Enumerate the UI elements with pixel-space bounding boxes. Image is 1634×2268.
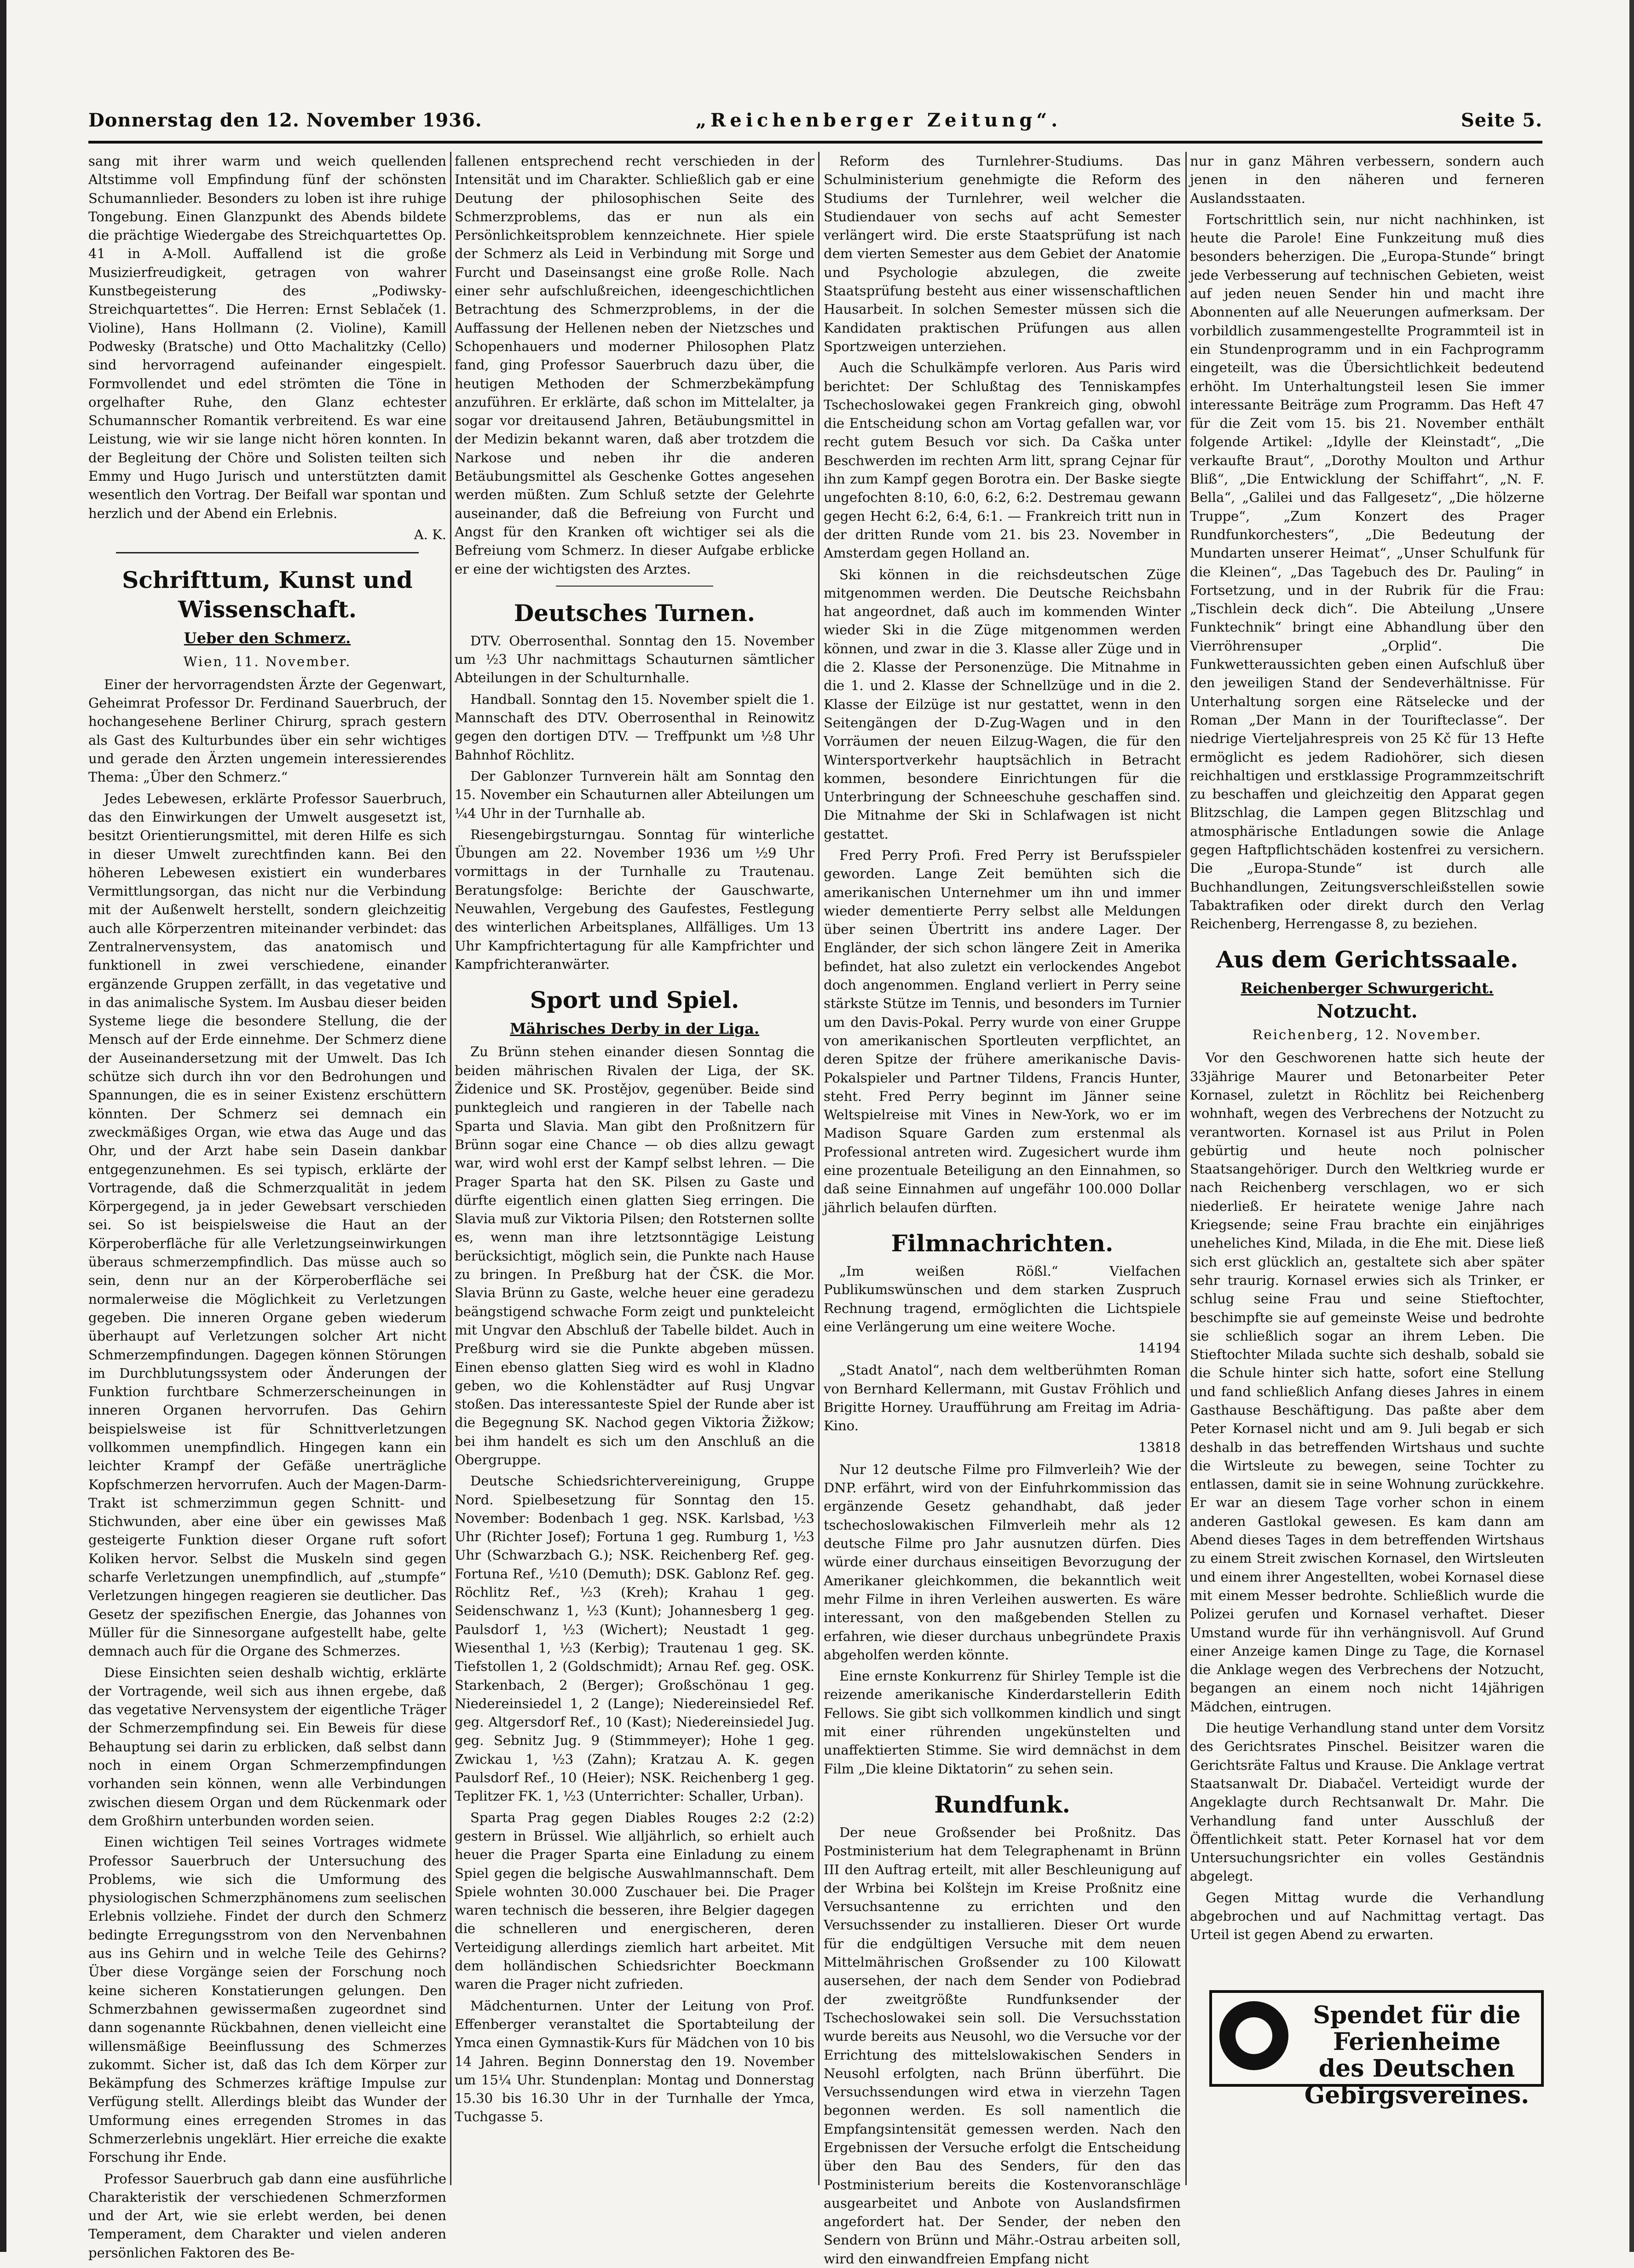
notice-paragraph: Ski können in die reichsdeutschen Züge mitgenommen werden. Die Deutsche Reichsbahn hat angeordnet, daß auch im kommenden Winter wieder Ski in die Züge mitgenommen werden können, und zwar in die 3. Klasse aller Züge und in die 2. Klasse der Personenzüge. Die Mitnahme in die 1. und 2. Klasse der Schnellzüge und in die 2. Klasse der Eilzüge ist nur gestattet, wenn in den Seitengängen der D-Zug-Wagen und in den Vorräumen der neuen Eilzug-Wagen, die für den Wintersportverkehr hauptsächlich in Betracht kommen, besondere Einrichtungen für die Unterbringung der Schneeschuhe geschaffen sind. Die Mitnahme der Ski in Schlafwagen ist nicht gestattet.: [824, 566, 1181, 842]
dateline-wien: Wien, 11. November.: [183, 653, 352, 669]
notice-paragraph: „Stadt Anatol“, nach dem weltberühmten Roman von Bernhard Kellermann, mit Gustav Fröhlich und Brigitte Horney. Uraufführung am Freitag im Adria-Kino.: [824, 1362, 1181, 1434]
article-paragraph: nur in ganz Mähren verbessern, sondern auch jenen in den näheren und ferneren Auslandsstaaten.: [1190, 153, 1544, 206]
article-paragraph: Die heutige Verhandlung stand unter dem Vorsitz des Gerichtsrates Pinschel. Beisitzer waren die Gerichtsräte Faltus und Krause. Die Anklage vertrat Staatsanwalt Dr. Diabačel. Verteidigt wurde der Angeklagte durch Rechtsanwalt Dr. Mahr. Die Verhandlung fand unter Ausschluß der Öffentlichkeit statt. Peter Kornasel hat vor dem Untersuchungsrichter ein volles Geständnis abgelegt.: [1190, 1720, 1544, 1884]
page-header: [88, 109, 1542, 137]
notice-paragraph: Reform des Turnlehrer-Studiums. Das Schulministerium genehmigte die Reform des Studiums der Turnlehrer, weil welcher die Studiendauer von sechs auf acht Semester verlängert wird. Die erste Staatsprüfung ist nach dem vierten Semester aus dem Gebiet der Anatomie und Psychologie abzulegen, die zweite Staatsprüfung besteht aus einer wissenschaftlichen Hausarbeit. In solchen Semester müssen sich die Kandidaten praktischen Prüfungen aus allen Sportzweigen unterziehen.: [824, 153, 1181, 354]
column-4: [1190, 152, 1544, 1974]
article-paragraph: fallenen entsprechend recht verschieden in der Intensität und im Charakter. Schließlich gab er eine Deutung der philosophischen Seite des Schmerzproblems, das er nun als ein Persönlichkeitsproblem kennzeichnete. Hier spiele der Schmerz als Leid in Verbindung mit Sorge und Furcht und Daseinsangst eine große Rolle. Nach einer sehr aufschlußreichen, ideengeschichtlichen Betrachtung des Schmerzproblems, in der die Auffassung der Hellenen neben der Nietzsches und Schopenhauers und moderner Philosophen Platz fand, ging Professor Sauerbruch dazu über, die heutigen Methoden der Schmerzbekämpfung anzuführen. Er erklärte, daß schon im Mittelalter, ja sogar vor dreitausend Jahren, Betäubungsmittel in der Medizin bekannt waren, daß aber trotzdem die Narkose und neben ihr die anderen Betäubungsmittel als Geschenke Gottes angesehen werden müßten. Zum Schluß setzte der Gelehrte auseinander, daß die Befreiung von Furcht und Angst für den Kranken oft wichtiger sei als die Befreiung vom Schmerz. In dieser Aufgabe erblicke er eine der wichtigsten des Arztes.: [455, 153, 814, 577]
header-masthead: „Reichenberger Zeitung“.: [696, 109, 1062, 131]
article-title-derby: Mährisches Derby in der Liga.: [510, 1020, 759, 1038]
concert-review-signature: A. K.: [414, 526, 446, 542]
notice-number: 14194: [1138, 1340, 1181, 1356]
notice-paragraph: Auch die Schulkämpfe verloren. Aus Paris wird berichtet: Der Schlußtag des Tenniskampfes Tschechoslowakei gegen Frankreich ging, obwohl die Entscheidung schon am Vortag gefallen war, vor recht gutem Besuch vor sich. Da Caška unter Beschwerden im rechten Arm litt, sprang Cejnar für ihn zum Kampf gegen Borotra ein. Der Baske siegte ungefochten 8:10, 6:0, 6:2, 6:2. Destremau gewann gegen Hecht 6:2, 6:4, 6:1. — Frankreich tritt nun in der dritten Runde vom 21. bis 23. November in Amsterdam gegen Holland an.: [824, 360, 1181, 561]
notice-paragraph: Sparta Prag gegen Diables Rouges 2:2 (2:2) gestern in Brüssel. Wie alljährlich, so erhielt auch heuer die Prager Sparta eine Einladung zu einem Spiel gegen die belgische Auswahlmannschaft. Dem Spiele wohnten 30.000 Zuschauer bei. Die Prager waren technisch die besseren, ihre Belgier dagegen die schnelleren und energischeren, deren Verteidigung allerdings ziemlich hart arbeitet. Mit dem holländischen Schiedsrichter Boeckmann waren die Prager nicht zufrieden.: [455, 1809, 814, 1992]
notice-paragraph: „Im weißen Rößl.“ Vielfachen Publikumswünschen und dem starken Zuspruch Rechnung tragend, ermöglichten die Lichtspiele eine Verlängerung um eine weitere Woche.: [824, 1263, 1181, 1335]
scan-border-right: [1629, 0, 1634, 2252]
column-rule-1: [450, 152, 451, 2185]
divider: [116, 552, 419, 553]
column-rule-3: [1185, 152, 1187, 2185]
article-paragraph: Vor den Geschworenen hatte sich heute der 33jährige Maurer und Betonarbeiter Peter Kornasel, zuletzt in Röchlitz bei Reichenberg wohnhaft, wegen des Verbrechens der Notzucht zu verantworten. Kornasel ist aus Prilut in Polen gebürtig und heute noch polnischer Staatsangehöriger. Durch den Weltkrieg wurde er nach Reichenberg verschlagen, wo er sich niederließ. Er heiratete wenige Jahre nach Kriegsende; seine Frau brachte ein einjähriges uneheliches Kind, Milada, in die Ehe mit. Diese ließ sich erst glücklich an, gestaltete sich aber später sehr traurig. Kornasel erwies sich als Trinker, er schlug seine Frau und seine Stieftochter, beschimpfte sie auf gemeinste Weise und bedrohte sie schließlich sogar an ihrem Leben. Die Stieftochter Milada suchte sich deshalb, sobald sie die Schule hinter sich hatte, sofort eine Stellung und fand schließlich Anfang dieses Jahres in einem Gasthause Beschäftigung. Das paßte aber dem Peter Kornasel nicht und am 9. Juli begab er sich deshalb in das betreffenden Wirtshaus und suchte die Wirtsleute zu bewegen, seine Tochter zu entlassen, damit sie in seine Wohnung zurückkehre. Er war an diesem Tage vorher schon in einem anderen Gastlokal gewesen. Es kam dann am Abend dieses Tages in dem betreffenden Wirtshaus zu einem Streit zwischen Kornasel, den Wirtsleuten und einem ihrer Angestellten, wobei Kornasel diese mit einem Messer bedrohte. Schließlich wurde die Polizei gerufen und Kornasel verhaftet. Dieser Umstand wurde für ihn verhängnisvoll. Auf Grund einer Anzeige kamen Dinge zu Tage, die Kornasel die Anklage wegen des Verbrechens der Notzucht, begangen an einem noch nicht 14jährigen Mädchen, eintrugen.: [1190, 1050, 1544, 1715]
section-title-sport: Sport und Spiel.: [530, 986, 739, 1014]
header-page-number: Seite 5.: [1461, 109, 1542, 131]
dateline-reichenberg: Reichenberg, 12. November.: [1252, 1027, 1482, 1043]
section-title-schrifttum: Schrifttum, Kunst und Wissenschaft.: [122, 566, 413, 623]
header-rule: [88, 141, 1542, 144]
notice-number: 13818: [1138, 1439, 1181, 1455]
notice-paragraph: Der neue Großsender bei Proßnitz. Das Postministerium hat dem Telegraphenamt in Brünn III den Auftrag erteilt, mit aller Beschleunigung auf der Wrbina bei Kolštejn im Kreise Proßnitz eine Versuchsantenne zu errichten und den Versuchssender zu installieren. Dieser Ort wurde für die endgültigen Versuche mit dem neuen Mittelmährischen Großsender zu 100 Kilowatt ausersehen, der nach dem Sender von Podiebrad der zweitgrößte Rundfunksender der Tschechoslowakei sein soll. Die Versuchsstation wurde bereits aus Neusohl, wo die Versuche vor der Errichtung des mittelslowakischen Senders in Neusohl erfolgten, nach Brünn überführt. Die Versuchssendungen wird etwa in vierzehn Tagen begonnen werden. Es soll namentlich die Empfangsintensität gemessen werden. Nach den Ergebnissen der Versuche erfolgt die Entscheidung über den Bau des Senders, für den das Postministerium bereits die Kostenvoranschläge ausgearbeitet und Anbote von Auslandsfirmen angefordert hat. Der Sender, der neben den Sendern von Brünn und Mähr.-Ostrau arbeiten soll, wird den einwandfreien Empfang nicht: [824, 1824, 1181, 2267]
association-emblem-icon: [1219, 2001, 1288, 2070]
column-3: [824, 152, 1181, 2267]
notice-paragraph: Fred Perry Profi. Fred Perry ist Berufsspieler geworden. Lange Zeit bemühten sich die amerikanischen Unternehmer um ihn und immer wieder dementierte Perry selbst alle Meldungen über seinen Übertritt ins andere Lager. Der Engländer, der sich schon längere Zeit in Amerika befindet, hat also zuletzt ein verlockendes Angebot doch angenommen. England verliert in Perry seine stärkste Stütze im Tennis, und besonders im Turnier um den Davis-Pokal. Perry wurde von einer Gruppe von amerikanischen Sportleuten verpflichtet, an deren Spitze der frühere amerikanische Davis-Pokalspieler und Partner Tildens, Francis Hunter, steht. Fred Perry beginnt im Jänner seine Weltspielreise mit Vines in New-York, wo er im Madison Square Garden zum erstenmal als Professional antreten wird. Zugesichert wurde ihm eine prozentuale Beteiligung an den Einnahmen, so daß seine Einnahmen auf ungefähr 100.000 Dollar jährlich belaufen dürften.: [824, 847, 1181, 1215]
article-paragraph: Professor Sauerbruch gab dann eine ausführliche Charakteristik der verschiedenen Schmerzformen und der Art, wie sie erlebt werden, bei denen Temperament, dem Charakter und vielen anderen persönlichen Faktoren des Be-: [88, 2170, 446, 2261]
notice-paragraph: Deutsche Schiedsrichtervereinigung, Gruppe Nord. Spielbesetzung für Sonntag den 15. November: Bodenbach 1 geg. NSK. Karlsbad, ½3 Uhr (Richter Josef); Fortuna 1 geg. Rumburg 1, ½3 Uhr (Schwarzbach G.); NSK. Reichenberg Ref. geg. Fortuna Ref., ½10 (Demuth); DSK. Gablonz Ref. geg. Röchlitz Ref., ½3 (Kreh); Krahau 1 geg. Seidenschwanz 1, ½3 (Kunt); Johannesberg 1 geg. Paulsdorf 1, ½3 (Wichert); Neustadt 1 geg. Wiesenthal 1, ½3 (Kerbig); Trautenau 1 geg. SK. Tiefstollen 1, 2 (Goldschmidt); Arnau Ref. geg. OSK. Starkenbach, 2 (Berger); Großschönau 1 geg. Niedereinsiedel 1, 2 (Lange); Niedereinsiedel Ref. geg. Altgersdorf Ref., 10 (Kast); Niedereinsiedel Jug. geg. Sebnitz Jug. 9 (Stimmmeyer); Hohe 1 geg. Zwickau 1, ½3 (Zahn); Kratzau A. K. gegen Paulsdorf Ref., 10 (Heier); NSK. Reichenberg 1 geg. Teplitzer FK. 1, ½3 (Unterrichter: Schaller, Urban).: [455, 1473, 814, 1804]
notice-paragraph: Nur 12 deutsche Filme pro Filmverleih? Wie der DNP. erfährt, wird von der Einfuhrkommission das ergänzende Gesetz gehandhabt, daß jeder tschechoslowakischen Filmverleih mehr als 12 deutsche Filme pro Jahr ausnutzen dürfen. Dies würde einer durchaus einseitigen Bevorzugung der Amerikaner gleichkommen, die bekanntlich weit mehr Filme in ihren Verleihen auswerten. Es wäre interessant, von den maßgebenden Stellen zu erfahren, wie dieser durchaus unbegründete Praxis abgeholfen werden könnte.: [824, 1461, 1181, 1663]
article-paragraph: Einer der hervorragendsten Ärzte der Gegenwart, Geheimrat Professor Dr. Ferdinand Sauerbruch, der hochangesehene Berliner Chirurg, sprach gestern als Gast des Kulturbundes über ein sehr wichtiges und gerade den Ärzten ungemein interessierendes Thema: „Über den Schmerz.“: [88, 676, 446, 785]
section-title-rundfunk: Rundfunk.: [934, 1790, 1070, 1818]
article-paragraph: Gegen Mittag wurde die Verhandlung abgebrochen und auf Nachmittag vertagt. Das Urteil ist gegen Abend zu erwarten.: [1190, 1889, 1544, 1943]
column-rule-2: [818, 152, 820, 2185]
article-paragraph: Diese Einsichten seien deshalb wichtig, erklärte der Vortragende, weil sich aus ihnen ergebe, daß das vegetative Nervensystem der eigentliche Träger der Schmerzempfindung sei. Ein Beweis für diese Behauptung sei darin zu erblicken, daß selbst dann noch in einem Organ Schmerzempfindungen vorhanden sein können, wenn alle Verbindungen zwischen diesem Organ und dem Rückenmark oder dem Großhirn unterbunden worden seien.: [88, 1664, 446, 1829]
notice-paragraph: Der Gablonzer Turnverein hält am Sonntag den 15. November ein Schauturnen aller Abteilungen um ¼4 Uhr in der Turnhalle ab.: [455, 768, 814, 821]
divider: [556, 586, 713, 587]
notice-paragraph: Mädchenturnen. Unter der Leitung von Prof. Effenberger veranstaltet die Sportabteilung der Ymca einen Gymnastik-Kurs für Mädchen von 10 bis 14 Jahren. Beginn Donnerstag den 19. November um 15¼ Uhr. Stundenplan: Montag und Donnerstag 15.30 bis 16.30 Uhr in der Turnhalle der Ymca, Tuchgasse 5.: [455, 1997, 814, 2125]
concert-review-text: sang mit ihrer warm und weich quellenden Altstimme voll Empfindung fünf der schönsten Schumannlieder. Besonders zu loben ist ihre ruhige Tongebung. Einen Glanzpunkt des Abends bildete die prächtige Wiedergabe des Streichquartettes Op. 41 in A-Moll. Auffallend ist die große Musizierfreudigkeit, getragen von wahrer Kunstbegeisterung des „Podiwsky-Streichquartettes“. Die Herren: Ernst Seblaček (1. Violine), Hans Hollmann (2. Violine), Kamill Podwesky (Bratsche) und Otto Machalitzky (Cello) sind hervorragend aufeinander eingespielt. Formvollendet und edel strömten die Töne in orgelhafter Ruhe, den Glanz echtester Schumannscher Romantik verbreitend. Es war eine Leistung, wie wir sie lange nicht hören konnten. In der Begleitung der Chöre und Solisten teilten sich Emmy und Hugo Jurisch und unterstützten damit wesentlich den Vortrag. Der Beifall war spontan und herzlich und der Abend ein Erlebnis.: [88, 153, 446, 521]
advertisement-box: [1209, 1990, 1544, 2109]
section-title-gericht: Aus dem Gerichtssaale.: [1216, 946, 1519, 973]
article-paragraph: Einen wichtigen Teil seines Vortrages widmete Professor Sauerbruch der Untersuchung des Problems, wie sich die Umformung des physiologischen Schmerzphänomens zum seelischen Erlebnis vollziehe. Findet der durch den Schmerz bedingte Erregungsstrom von den Nervenbahnen aus ins Gehirn und in welche Teile des Gehirns? Über diese Vorgänge seien der Forschung noch keine sicheren Konstatierungen gelungen. Den Schmerzbahnen gewissermaßen zugeordnet sind dann sogenannte Rückbahnen, denen vielleicht eine willensmäßige Beeinflussung des Schmerzes zukommt. Sicher ist, daß das Ich dem Körper zur Bekämpfung des Schmerzes kräftige Impulse zur Verfügung stellt. Allerdings bleibt das Wunder der Umformung eines erregenden Stromes in das Schmerzerlebnis ungeklärt. Hier erreiche die exakte Forschung ihr Ende.: [88, 1834, 446, 2165]
article-paragraph: Fortschrittlich sein, nur nicht nachhinken, ist heute die Parole! Eine Funkzeitung muß dies besonders beherzigen. Die „Europa-Stunde“ bringt jede Verbesserung auf technischen Gebieten, weist auf jeden neuen Sender hin und macht ihre Abonnenten auf alle Neuerungen aufmerksam. Der vorbildlich zusammengestellte Programmteil ist in ein Stundenprogramm und in ein Fachprogramm eingeteilt, was die Übersichtlichkeit bedeutend erhöht. Im Unterhaltungsteil lesen Sie immer interessante Beiträge zum Programm. Das Heft 47 für die Zeit vom 15. bis 21. November enthält folgende Artikel: „Idylle der Kleinstadt“, „Die verkaufte Braut“, „Dorothy Moulton und Arthur Bliß“, „Die Entwicklung der Schiffahrt“, „N. F. Bella“, „Galilei und das Fallgesetz“, „Die hölzerne Truppe“, „Zum Konzert des Prager Rundfunkorchesters“, „Die Bedeutung der Mundarten unserer Heimat“, „Unser Schulfunk für die Kleinen“, „Das Tagebuch des Dr. Pauling“ in Fortsetzung, und in der Rubrik für die Frau: „Tischlein deck dich“. Die Abteilung „Unsere Funktechnik“ bringt eine Abhandlung über den Vierröhrensuper „Orplid“. Die Funkwetteraussichten geben einen Aufschluß über den jeweiligen Stand der Sendeverhältnisse. Für Unterhaltung sorgen eine Rätselecke und der Roman „Der Mann in der Tourifteclasse“. Der niedrige Vierteljahrespreis von 25 Kč für 13 Hefte ermöglicht es jedem Radiohörer, sich diesen reichhaltigen und erstklassige Programmzeitschrift zu beschaffen und gleichzeitig den Apparat gegen Blitzschlag, die Lampen gegen Blitzschlag und atmosphärische Entladungen sowie die Anlage gegen Haftpflichtschäden kostenfrei zu versichern. Die „Europa-Stunde“ ist durch alle Buchhandlungen, Zeitungsverschleißstellen sowie Tabaktrafiken oder direkt durch den Verlag Reichenberg, Herrengasse 8, zu beziehen.: [1190, 211, 1544, 932]
ad-line: Gebirgsvereines.: [1304, 2081, 1530, 2109]
notice-paragraph: Handball. Sonntag den 15. November spielt die 1. Mannschaft des DTV. Oberrosenthal in Reinowitz gegen den dortigen DTV. — Treffpunkt um ½8 Uhr Bahnhof Röchlitz.: [455, 691, 814, 763]
article-paragraph: Zu Brünn stehen einander diesen Sonntag die beiden mährischen Rivalen der Liga, der SK. Židenice und SK. Prostějov, gegenüber. Beide sind punktegleich und rangieren in der Tabelle nach Sparta und Slavia. Man gibt den Proßnitzern für Brünn sogar eine Chance — ob dies allzu gewagt war, wird wohl erst der Kampf selbst lehren. — Die Prager Sparta hat den SK. Pilsen zu Gaste und dürfte eigentlich einen glatten Sieg erringen. Die Slavia muß zur Viktoria Pilsen; den Rotsternen sollte es, wenn man ihre letztsonntägige Leistung berücksichtigt, möglich sein, die Punkte nach Hause zu bringen. In Preßburg hat der ČSK. die Mor. Slavia Brünn zu Gaste, welche heuer eine geradezu beängstigend schwache Form zeigt und punkteleicht mit Ungvar den Abschluß der Tabelle bildet. Auch in Preßburg wird sie die Punkte abgeben müssen. Einen ebenso glatten Sieg wird es wohl in Kladno geben, wo die Kohlenstädter auf Rusj Ungvar stoßen. Das interessanteste Spiel der Runde aber ist die Begegnung SK. Nachod gegen Viktoria Žižkow; bei ihm handelt es sich um den Anschluß an die Obergruppe.: [455, 1044, 814, 1468]
column-2: [455, 152, 814, 2185]
notice-paragraph: DTV. Oberrosenthal. Sonntag den 15. November um ½3 Uhr nachmittags Schauturnen sämtlicher Abteilungen in der Schulturnhalle.: [455, 633, 814, 686]
section-title-film: Filmnachrichten.: [891, 1229, 1114, 1257]
notice-paragraph: Riesengebirgsturngau. Sonntag für winterliche Übungen am 22. November 1936 um ½9 Uhr vormittags in der Turnhalle zu Trautenau. Beratungsfolge: Berichte der Gauschwarte, Neuwahlen, Vergebung des Gaufestes, Festlegung des winterlichen Arbeitsplanes, Allfälliges. Um 13 Uhr Kampfrichtertagung für alle Kampfrichter und Kampfrichteranwärter.: [455, 826, 814, 972]
advertisement-text: [1299, 2002, 1534, 2109]
ad-line: Ferienheime: [1333, 2028, 1501, 2056]
article-title-schmerz: Ueber den Schmerz.: [184, 629, 351, 647]
ad-line: des Deutschen: [1318, 2055, 1515, 2083]
subsection-title-schwurgericht: Reichenberger Schwurgericht.: [1241, 979, 1494, 997]
notice-paragraph: Eine ernste Konkurrenz für Shirley Temple ist die reizende amerikanische Kinderdarstellerin Edith Fellows. Sie gibt sich vollkommen kindlich und singt mit einer rührenden ungekünstelten und unaffektierten Stimme. Sie wird demnächst in dem Film „Die kleine Diktatorin“ zu sehen sein.: [824, 1668, 1181, 1777]
column-1: [88, 152, 446, 2261]
scan-border-left: [0, 0, 6, 2252]
article-title-notzucht: Notzucht.: [1316, 1000, 1418, 1022]
ad-line: Spendet für die: [1313, 2001, 1521, 2029]
section-title-turnen: Deutsches Turnen.: [514, 599, 756, 627]
article-paragraph: Jedes Lebewesen, erklärte Professor Sauerbruch, das den Einwirkungen der Umwelt ausgesetzt ist, besitzt Orientierungsmittel, mit deren Hilfe es sich in dieser Umwelt zurechtfinden kann. Bei den höheren Lebewesen existiert ein wunderbares Vermittlungsorgan, das nicht nur die Verbindung mit der Außenwelt herstellt, sondern gleichzeitig auch alle Körperzentren miteinander verbindet: das Zentralnervensystem, das anatomisch und funktionell in zwei verschiedene, einander ergänzende Gruppen zerfällt, in das vegetative und in das animalische System. Im Ausbau dieser beiden Systeme liege die besondere Stellung, die der Mensch auf der Erde einnehme. Der Schmerz diene der Auseinandersetzung mit der Umwelt. Das Ich schütze sich durch ihn vor den Bedrohungen und Spannungen, die es in seiner Existenz erschüttern könnten. Der Schmerz sei demnach ein zweckmäßiges Organ, wie etwa das Auge und das Ohr, und der Arzt habe sein Dasein dankbar entgegenzunehmen. Es sei typisch, erklärte der Vortragende, daß die Schmerzqualität in jedem Körpergegend, ja in jeder Gewebsart verschieden sei. So ist beispielsweise die Haut an der Körperoberfläche für alle Verletzungseinwirkungen überaus schmerzempfindlich. Das müsse auch so sein, denn nur an der Körperoberfläche sei normalerweise die Möglichkeit zu Verletzungen gegeben. Die inneren Organe geben wiederum überhaupt auf Verletzungen solcher Art nicht Schmerzempfindungen. Dagegen können Störungen im Durchblutungssystem oder Änderungen der Funktion furchtbare Schmerzerscheinungen in inneren Organen hervorrufen. Das Gehirn beispielsweise ist für Schnittverletzungen vollkommen unempfindlich. Hingegen kann ein leichter Krampf der Gefäße unerträgliche Kopfschmerzen hervorrufen. Auch der Magen-Darm-Trakt ist schmerzimmun gegen Schnitt- und Stichwunden, aber eine über ein gewisses Maß gesteigerte Funktion dieser Organe ruft sofort Koliken hervor. Selbst die Muskeln sind gegen scharfe Verletzungen unempfindlich, auf „stumpfe“ Verletzungen hingegen reagieren sie deutlicher. Das Gesetz der spezifischen Energie, das Johannes von Müller für die Sinnesorgane aufgestellt habe, gelte demnach auch für die Organe des Schmerzes.: [88, 790, 446, 1659]
header-date: Donnerstag den 12. November 1936.: [88, 109, 482, 131]
